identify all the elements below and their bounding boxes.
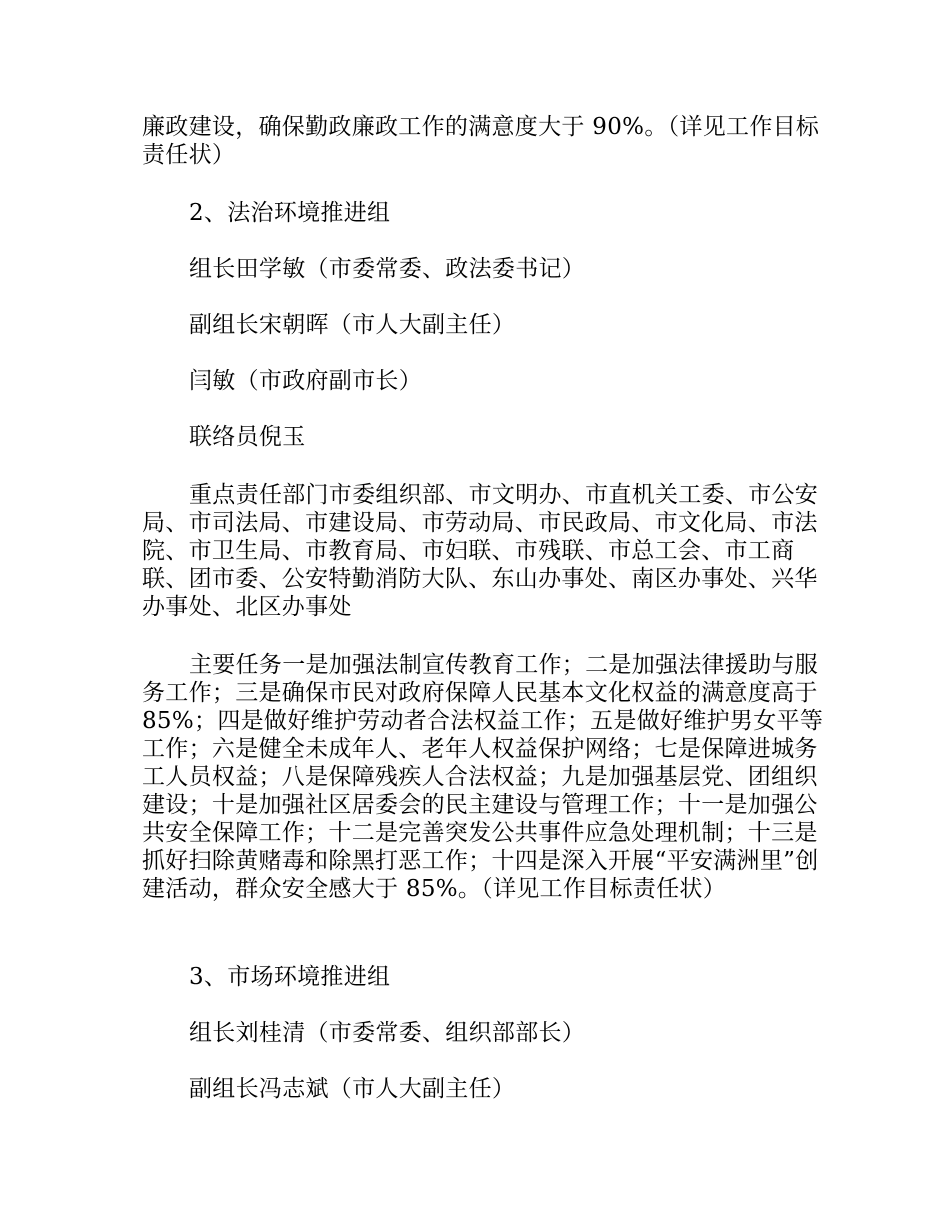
liaison-officer: 联络员倪玉 (189, 424, 306, 450)
group-leader: 组长田学敏（市委常委、政法委书记） (189, 256, 586, 282)
deputy-group-leader: 副组长宋朝晖（市人大副主任） (189, 312, 516, 338)
paragraph-continuation: 廉政建设，确保勤政廉政工作的满意度大于 90%。（详见工作目标责任状） (142, 114, 820, 168)
market-group-leader: 组长刘桂清（市委常委、组织部部长） (189, 1020, 586, 1046)
market-deputy-group-leader: 副组长冯志斌（市人大副主任） (189, 1076, 516, 1102)
section-heading-market: 3、市场环境推进组 (189, 964, 391, 990)
section-heading-rule-of-law: 2、法治环境推进组 (189, 200, 391, 226)
responsible-departments: 重点责任部门市委组织部、市文明办、市直机关工委、市公安局、市司法局、市建设局、市劳动局、市民政局、市文化局、市法院、市卫生局、市教育局、市妇联、市残联、市总工会、市工商联、团市委、公安特勤消防大队、东山办事处、南区办事处、兴华办事处、北区办事处 (142, 482, 819, 620)
group-member: 闫敏（市政府副市长） (189, 368, 422, 394)
main-tasks: 主要任务一是加强法制宣传教育工作；二是加强法律援助与服务工作；三是确保市民对政府保障人民基本文化权益的满意度高于 85%；四是做好维护劳动者合法权益工作；五是做好维护男女平等工作；六是健全未成年人、老年人权益保护网络；七是保障进城务工人员权益；八是保障残疾人合法权益；九是加强基层党、团组织建设；十是加强社区居委会的民主建设与管理工作；十一是加强公共安全保障工作；十二是完善突发公共事件应急处理机制；十三是抓好扫除黄赌毒和除黑打恶工作；十四是深入开展“平安满洲里”创建活动，群众安全感大于 85%。（详见工作目标责任状） (142, 652, 824, 902)
